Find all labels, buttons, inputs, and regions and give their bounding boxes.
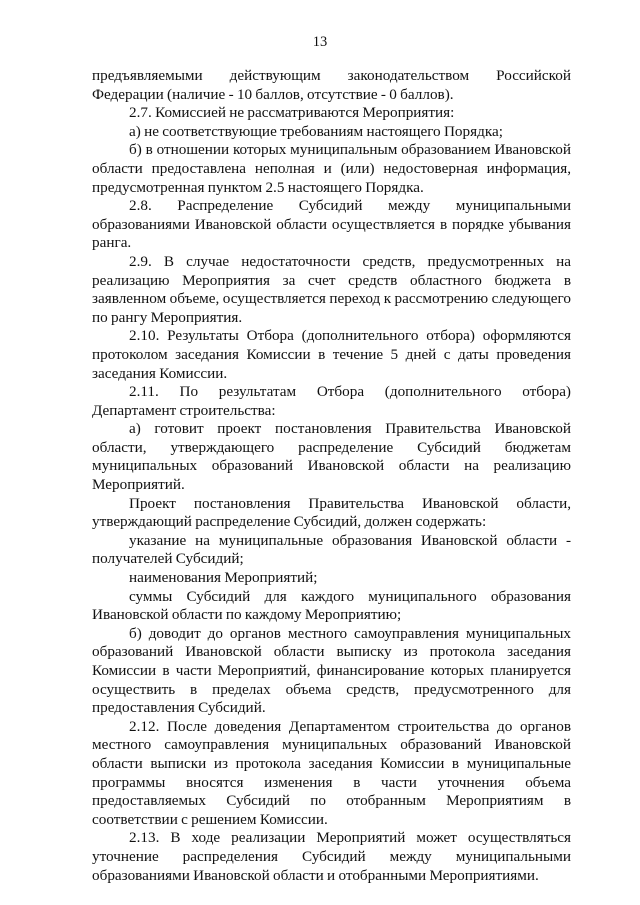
paragraph-2-7-a: а) не соответствующие требованиям настоящего Порядка; xyxy=(129,122,503,140)
paragraph-2-11-a: а) готовит проект постановления Правительства Ивановской области, утверждающего распределение Субсидий бюджетам муниципальных образований Ивановской области на реализацию Мероприятий. xyxy=(92,420,571,494)
document-body xyxy=(92,67,571,885)
list-item-amounts: суммы Субсидий для каждого муниципального образования Ивановской области по каждому Мероприятию; xyxy=(92,587,571,624)
paragraph-continuation: предъявляемыми действующим законодательством Российской Федерации (наличие - 10 баллов, отсутствие - 0 баллов). xyxy=(92,67,571,103)
paragraph-2-7: 2.7. Комиссией не рассматриваются Мероприятия: xyxy=(129,104,455,122)
list-item-recipients: указание на муниципальные образования Ивановской области - получателей Субсидий; xyxy=(92,531,571,568)
paragraph-2-8: 2.8. Распределение Субсидий между муниципальными образованиями Ивановской области осуществляется в порядке убывания ранга. xyxy=(92,197,571,252)
page-number: 13 xyxy=(312,34,328,50)
list-item-names: наименования Мероприятий; xyxy=(129,569,318,587)
paragraph-2-12: 2.12. После доведения Департаментом строительства до органов местного самоуправления муниципальных образований Ивановской области выписки из протокола заседания Комиссии в муниципальные программы вносятся изменения в части уточнения объема предоставляемых Субсидий по отобранным Мероприятиям в соответствии с решением Комиссии. xyxy=(92,717,571,828)
paragraph-2-7-b: б) в отношении которых муниципальным образованием Ивановской области предоставлена неполная и (или) недостоверная информация, предусмотренная пунктом 2.5 настоящего Порядка. xyxy=(92,141,571,196)
paragraph-2-13: 2.13. В ходе реализации Мероприятий может осуществляться уточнение распределения Субсидий между муниципальными образованиями Ивановской области и отобранными Мероприятиями. xyxy=(92,829,571,884)
paragraph-2-9: 2.9. В случае недостаточности средств, предусмотренных на реализацию Мероприятия за счет средств областного бюджета в заявленном объеме, осуществляется переход к рассмотрению следующего по рангу Мероприятия. xyxy=(92,252,571,326)
paragraph-2-10: 2.10. Результаты Отбора (дополнительного отбора) оформляются протоколом заседания Комиссии в течение 5 дней с даты проведения заседания Комиссии. xyxy=(92,327,571,382)
paragraph-2-11: 2.11. По результатам Отбора (дополнительного отбора) Департамент строительства: xyxy=(92,383,571,419)
paragraph-2-11-b: б) доводит до органов местного самоуправления муниципальных образований Ивановской области выписку из протокола заседания Комиссии в части Мероприятий, финансирование которых планируется осуществить в пределах объема средств, предусмотренного для предоставления Субсидий. xyxy=(92,624,571,717)
paragraph-draft-contents: Проект постановления Правительства Ивановской области, утверждающий распределение Субсидий, должен содержать: xyxy=(92,494,571,531)
